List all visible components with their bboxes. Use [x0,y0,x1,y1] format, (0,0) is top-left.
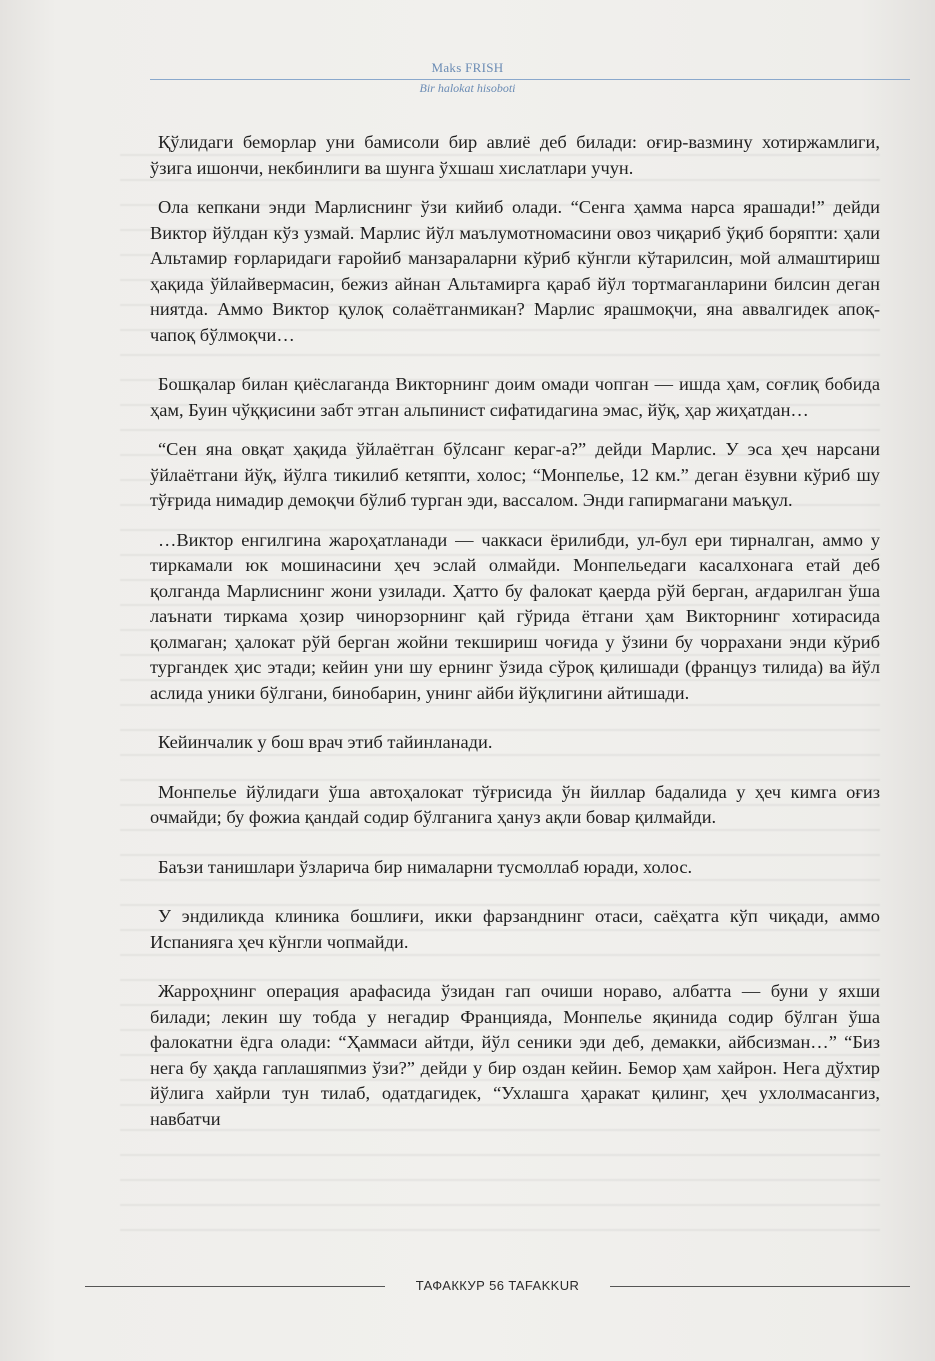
header-author: Maks FRISH [431,60,504,75]
paragraph: …Виктор енгилгина жароҳатланади — чаккаси ёрилибди, ул-бул ери тирналган, аммо у тиркамали юк мошинасини ҳеч эслай олмайди. Монпельедаги касалхонага етай деб қолганда Марлиснинг жони узилади. Ҳатто бу фалокат қаерда рўй берган, ағдарилган ўша лаънати тиркама ҳозир чинорзорнинг қай гўрида ётгани ҳам Викторнинг хотирасида қолмаган; ҳалокат рўй берган жойни текшириш чоғида у ўзини бу чоррахани энди кўриб тургандек ҳис этади; кейин уни шу ернинг ўзида сўроқ қилишади (француз тилида) ва йўл аслида уники бўлгани, бинобарин, унинг айби йўқлигини айтишади. [150,529,880,703]
footer-folio: ТАФАККУР 56 TAFAKKUR [415,1278,580,1293]
paragraph: Бошқалар билан қиёслаганда Викторнинг доим омади чопган — ишда ҳам, соғлиқ бобида ҳам, Буин чўққисини забт этган альпинист сифатидагина эмас, йўқ, ҳар жиҳатдан… [150,374,880,420]
paragraph: Ола кепкани энди Марлиснинг ўзи кийиб олади. “Сенга ҳамма нарса ярашади!” дейди Виктор йўлдан кўз узмай. Марлис йўл маълумотномасини овоз чиқариб ўқиб боряпти: ҳали Альтамир ғорларидаги ғаройиб манзараларни кўриб кўнгли кўтарилсин, мой алмаштириш ҳақида ўйлайвермасин, бежиз айнан Альтамирга қараб йўл тортмаганларини билсин деган ниятда. Аммо Виктор қулоқ солаётганмикан? Марлис ярашмоқчи, яна аввалгидек апоқ-чапоқ бўлмоқчи… [150,197,880,345]
running-header [0,60,935,96]
paragraph: Баъзи танишлари ўзларича бир нималарни тусмоллаб юради, холос. [158,856,693,877]
page-footer [85,1277,910,1297]
header-rule [150,79,910,80]
paragraph: Қўлидаги беморлар уни бамисоли бир авлиё деб билади: оғир-вазмину хотиржамлиги, ўзига ишончи, некбинлиги ва шунга ўхшаш хислатлари учун. [150,132,880,178]
paragraph: У эндиликда клиника бошлиғи, икки фарзанднинг отаси, саёҳатга кўп чиқади, аммо Испанияга ҳеч кўнгли чопмайди. [150,906,880,952]
article-body [150,130,880,1146]
paragraph: Кейинчалик у бош врач этиб тайинланади. [158,732,493,752]
footer-rule-right [610,1286,910,1287]
paragraph: Монпелье йўлидаги ўша автоҳалокат тўғрисида ўн йиллар бадалида у ҳеч кимга оғиз очмайди; бу фожиа қандай содир бўлганига ҳануз ақли бовар қилмайди. [150,781,880,827]
paragraph: “Сен яна овқат ҳақида ўйлаётган бўлсанг кераг-а?” дейди Марлис. У эса ҳеч нарсани ўйлаётгани йўқ, йўлга тикилиб кетяпти, холос; “Монпелье, 12 км.” деган ёзувни кўриб шу тўғрида нимадир демоқчи бўлиб турган эди, вассалом. Энди гапирмагани маъқул. [150,439,880,510]
paragraph: Жарроҳнинг операция арафасида ўзидан гап очиши нораво, албатта — буни у яхши билади; лекин шу тобда у негадир Францияда, Монпелье яқинида содир бўлган ўша фалокатни ёдга олади: “Ҳаммаси айтди, йўл сеники эди деб, демакки, айбсизман…” “Биз нега бу ҳақда гаплашяпмиз ўзи?” дейди у бир оздан кейин. Бемор ҳам хайрон. Нега дўхтир йўлига хайрли тун тилаб, одатдагидек, “Ухлашга ҳаракат қилинг, ҳеч ухлолмасангиз, навбатчи [150,981,880,1129]
header-title: Bir halokat hisoboti [419,81,516,95]
